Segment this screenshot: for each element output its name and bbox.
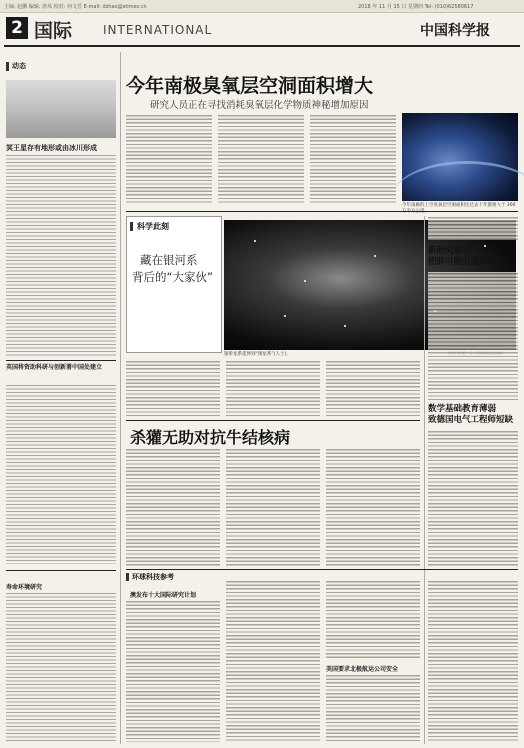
science-title-line1: 藏在银河系 bbox=[140, 253, 198, 267]
science-bottom-rule bbox=[126, 420, 420, 421]
science-tag-bar bbox=[130, 222, 133, 231]
sidebar-article3-body bbox=[6, 592, 116, 742]
right-story1-title-line1: 新研究显示 bbox=[428, 246, 471, 256]
right-column-divider bbox=[424, 216, 425, 744]
mid-body-col3 bbox=[326, 448, 420, 566]
science-body-col1 bbox=[126, 360, 220, 416]
ozone-satellite-image bbox=[402, 113, 518, 201]
right-story2-body bbox=[428, 430, 518, 566]
sidebar-article1-body bbox=[6, 154, 116, 356]
section-name-en: INTERNATIONAL bbox=[103, 23, 213, 37]
lead-body-col3 bbox=[310, 114, 396, 204]
sidebar-article2-body bbox=[6, 384, 116, 564]
right-story2-title-line2: 致德国电气工程师短缺 bbox=[428, 415, 514, 425]
bottom-body-col4 bbox=[428, 580, 518, 742]
mid-body-col1 bbox=[126, 448, 220, 566]
sidebar-photo bbox=[6, 80, 116, 138]
editor-info: 主编: 赵鹏 编辑: 唐凤 校对: 何文芳 E-mail: dzhao@stimes.cn bbox=[4, 4, 147, 10]
science-body-col3 bbox=[326, 360, 420, 416]
galaxy-caption: 银晕星系延伸到“矮星系”(人士)。 bbox=[224, 352, 291, 357]
newspaper-masthead: 中国科学报 bbox=[420, 23, 490, 39]
right-top-body bbox=[428, 216, 518, 240]
top-info-bar bbox=[0, 0, 524, 13]
bottom-body-col3a bbox=[326, 580, 420, 660]
sidebar-article1-title: 冥王星存有地形或由冰川形成 bbox=[6, 144, 97, 152]
bottom-body-col1 bbox=[126, 600, 220, 742]
lead-headline: 今年南极臭氧层空洞面积增大 bbox=[126, 75, 374, 97]
bottom-body-col2 bbox=[226, 580, 320, 742]
section-name-cn: 国际 bbox=[34, 20, 73, 42]
science-body-col2 bbox=[226, 360, 320, 416]
mid-body-col2 bbox=[226, 448, 320, 566]
bottom-rule bbox=[126, 569, 518, 570]
bottom-column-title: 环球科技参考 bbox=[132, 573, 174, 581]
mid-headline: 杀獾无助对抗牛结核病 bbox=[130, 428, 291, 447]
lead-subheadline: 研究人员正在寻找消耗臭氧层化学物质神秘增加原因 bbox=[150, 100, 369, 111]
sidebar-divider-2 bbox=[6, 570, 116, 571]
section-number: 2 bbox=[6, 17, 28, 39]
bottom-item2-title: 美国要求北极航运公司安全 bbox=[326, 666, 399, 673]
bottom-item1-title: 澳发布十大国际研究计划 bbox=[130, 592, 197, 599]
science-tag: 科学此刻 bbox=[137, 222, 169, 231]
right-story2-title-line1: 数学基础教育薄弱 bbox=[428, 404, 497, 414]
bottom-body-col3b bbox=[326, 674, 420, 742]
right-story1-body bbox=[428, 272, 518, 400]
sidebar-article3-title: 寿命环境研究 bbox=[6, 584, 43, 591]
date-info: 2018 年 11 月 15 日 星期四 Tel: (010)62580617 bbox=[358, 4, 474, 10]
bottom-tag-bar bbox=[126, 573, 129, 581]
lead-body-col1 bbox=[126, 114, 212, 204]
lead-body-col2 bbox=[218, 114, 304, 204]
sidebar-article2-title: 英国将资助科研与创新署中国处建立 bbox=[6, 364, 103, 371]
sidebar-divider bbox=[6, 360, 116, 361]
header-rule bbox=[4, 45, 520, 47]
science-title-line2: 背后的“大家伙” bbox=[132, 270, 213, 284]
lead-photo-caption: 今年南极的上空臭氧层空洞面积比过去十年都要大于 300 bbox=[402, 203, 516, 208]
sidebar-title: 动态 bbox=[12, 62, 26, 70]
right-story1-title-line2: 肥胖可能引发抑郁 bbox=[428, 257, 497, 267]
column-divider bbox=[120, 52, 121, 744]
sidebar-tag-bar bbox=[6, 62, 9, 71]
lead-bottom-rule bbox=[126, 211, 518, 212]
